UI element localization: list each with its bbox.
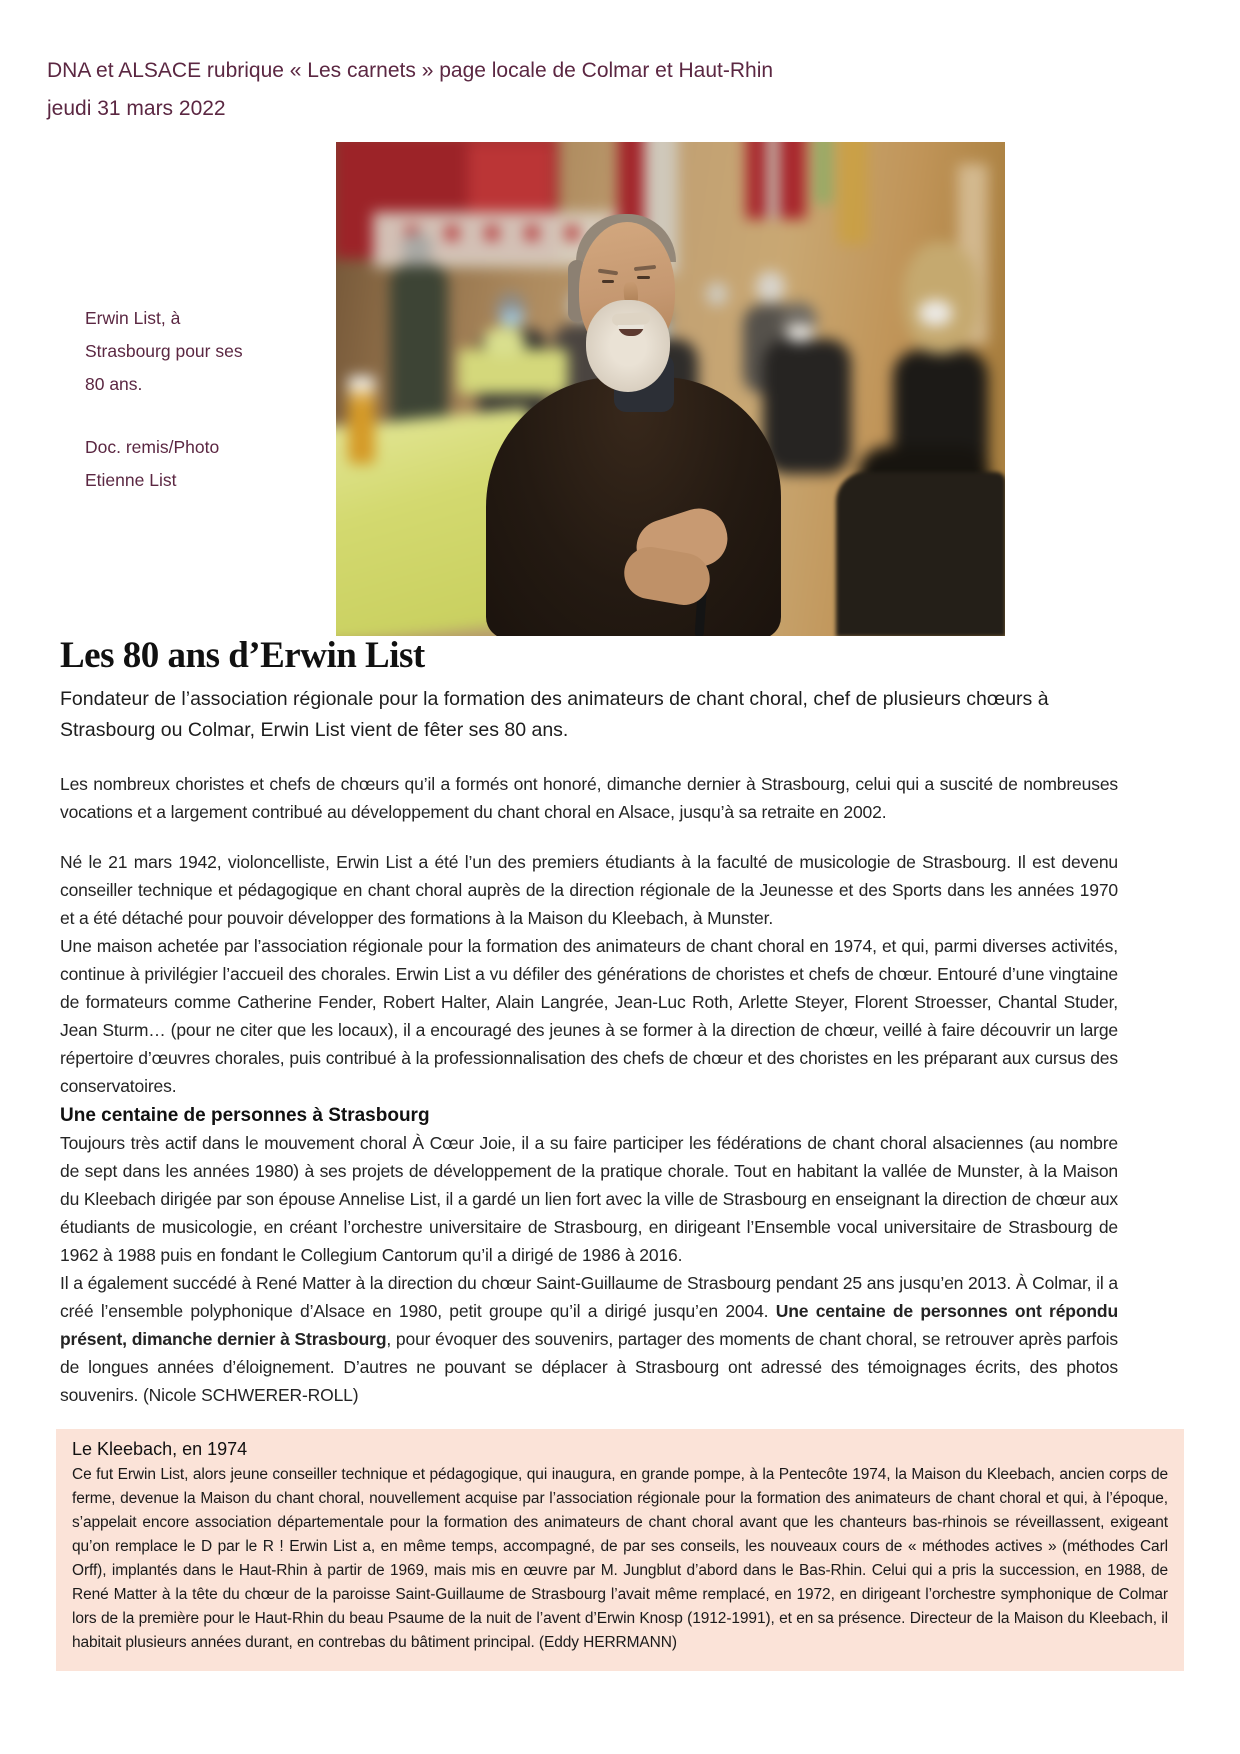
- subject-mustache: [612, 312, 651, 326]
- article-paragraph-4: Toujours très actif dans le mouvement choral À Cœur Joie, il a su faire participer les fédérations de chant choral alsaciennes (au nombre de sept dans les années 1980) à ses projets de développement de la pratique chorale. Tout en habitant la vallée de Munster, à la Maison du Kleebach dirigée par son épouse Annelise List, il a gardé un lien fort avec la ville de Strasbourg en enseignant la direction de chœur aux étudiants de musicologie, en créant l’orchestre universitaire de Strasbourg, en dirigeant l’Ensemble vocal universitaire de Strasbourg de 1962 à 1988 puis en fondant le Collegium Cantorum qu’il a dirigé de 1986 à 2016.: [60, 1132, 1118, 1265]
- paragraph-5-end: , pour évoquer des souvenirs, partager des moments de chant choral, se retrouver après parfois de longues années d’éloignement. D’autres ne pouvant se déplacer à Strasbourg ont adressé des témoignages écrits, des photos souvenirs. (Nicole SCHWERER-ROLL): [60, 1328, 1118, 1405]
- article-title: Les 80 ans d’Erwin List: [60, 635, 425, 676]
- photo-credit-text: Doc. remis/Photo Etienne List: [85, 437, 220, 490]
- photo-caption-text: Erwin List, à Strasbourg pour ses 80 ans.: [85, 308, 243, 394]
- photo-foreground-right-shoulder: [836, 472, 1005, 636]
- subject-jacket: [486, 377, 781, 636]
- photo-caption: [85, 302, 265, 527]
- article-subheading: Une centaine de personnes à Strasbourg: [60, 1104, 430, 1126]
- header-publication: DNA et ALSACE rubrique « Les carnets » page locale de Colmar et Haut-Rhin: [47, 59, 774, 82]
- subject-left-eye: [602, 280, 614, 283]
- photo-subject-erwin-list: [336, 142, 1005, 636]
- paragraph-5-lead: Il a également succédé à René Matter à la direction du chœur Saint-Guillaume de Strasbourg pendant 25 ans jusqu’en 2013. À Colmar, il a créé l’ensemble polyphonique d’Alsace en 1980, petit groupe qu’il a dirigé jusqu’en 2004.: [60, 1272, 1118, 1321]
- article-paragraph-3: Une maison achetée par l’association régionale pour la formation des animateurs de chant choral en 1974, et qui, parmi diverses activités, continue à privilégier l’accueil des chorales. Erwin List a vu défiler des générations de choristes et chefs de chœur. Entouré d’une vingtaine de formateurs comme Catherine Fender, Robert Halter, Alain Langrée, Jean-Luc Roth, Arlette Steyer, Florent Stroesser, Chantal Studer, Jean Sturm… (pour ne citer que les locaux), il a encouragé des jeunes à se former à la direction de chœur, veillé à faire découvrir un large répertoire d’œuvres chorales, puis contribué à la professionnalisation des chefs de chœur et des choristes en les préparant aux cursus des conservatoires.: [60, 935, 1118, 1096]
- article: [60, 635, 1168, 1671]
- article-paragraph-1: Les nombreux choristes et chefs de chœurs qu’il a formés ont honoré, dimanche dernier à Strasbourg, celui qui a suscité de nombreuses vocations et a largement contribué au développement du chant choral en Alsace, jusqu’à sa retraite en 2002.: [60, 773, 1118, 822]
- article-standfirst: Fondateur de l’association régionale pour la formation des animateurs de chant choral, chef de plusieurs chœurs à Strasbourg ou Colmar, Erwin List vient de fêter ses 80 ans.: [60, 687, 1049, 741]
- paragraph-5-bold-highlight: Une centaine de personnes ont répondu présent, dimanche dernier à Strasbourg: [60, 1300, 1118, 1349]
- article-photo: [336, 142, 1005, 636]
- box-heading: Le Kleebach, en 1974: [72, 1438, 248, 1459]
- header-date: jeudi 31 mars 2022: [47, 97, 226, 120]
- box-body-text: Ce fut Erwin List, alors jeune conseiller technique et pédagogique, qui inaugura, en grande pompe, à la Pentecôte 1974, la Maison du Kleebach, ancien corps de ferme, devenue la Maison du chant choral, nouvellement acquise par l’association régionale pour la formation des animateurs de chant choral et qui, à l’époque, s’appelait encore association départementale pour la formation des animateurs de chant choral avant que les chanteurs bas-rhinois se réveillassent, exigeant qu’on remplace le D par le R ! Erwin List a, en même temps, accompagné, de par ses conseils, les nouveaux cours de « méthodes actives » (méthodes Carl Orff), implantés dans le Haut-Rhin à partir de 1969, mais mis en œuvre par M. Jungblut d’abord dans le Bas-Rhin. Celui qui a pris la succession, en 1988, de René Matter à la tête du chœur de la paroisse Saint-Guillaume de Strasbourg l’avait même remplacé, en 1972, en dirigeant l’orchestre symphonique de Colmar lors de la première pour le Haut-Rhin du beau Psaume de la nuit de l’avent d’Erwin Knosp (1912-1991), et en sa présence. Directeur de la Maison du Kleebach, il habitait plusieurs années durant, en contrebas du bâtiment principal. (Eddy HERRMANN): [72, 1465, 1168, 1651]
- article-paragraph-5: [60, 1269, 1118, 1409]
- kleebach-sidebar-box: [56, 1429, 1184, 1671]
- page-header: [47, 52, 773, 128]
- article-paragraph-2: Né le 21 mars 1942, violoncelliste, Erwin List a été l’un des premiers étudiants à la faculté de musicologie de Strasbourg. Il est devenu conseiller technique et pédagogique en chant choral auprès de la direction régionale de la Jeunesse et des Sports dans les années 1970 et a été détaché pour pouvoir développer des formations à la Maison du Kleebach, à Munster.: [60, 851, 1118, 928]
- subject-right-eye: [637, 276, 650, 279]
